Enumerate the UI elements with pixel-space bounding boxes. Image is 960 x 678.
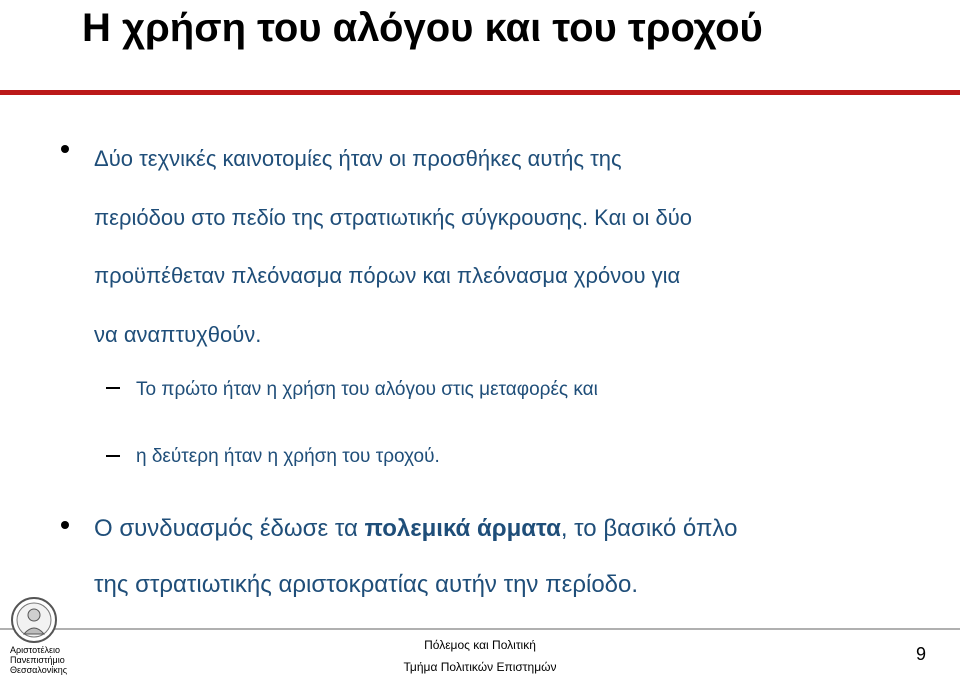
page-number: 9 [916,644,927,664]
university-seal-icon [10,596,58,644]
university-name-line-3: Θεσσαλονίκης [10,665,68,675]
sub-bullet-1-text: Το πρώτο ήταν η χρήση του αλόγου στις μεταφορές και [136,379,598,400]
bullet-1-text: Δύο τεχνικές καινοτομίες ήταν οι προσθήκες αυτής της περιόδου στο πεδίο της στρατιωτικής σύγκρουσης. Και οι δύο προϋπέθεταν πλεόνασμα πόρων και πλεόνασμα χρόνου για να αναπτυχθούν. [94,146,693,347]
university-name-line-1: Αριστοτέλειο [10,645,61,655]
sub-bullet-marker-1 [106,387,120,389]
department-name: Τμήμα Πολιτικών Επιστημών [403,660,557,674]
bullet-2-text [94,501,737,613]
sub-bullet-2-text: η δεύτερη ήταν η χρήση του τροχού. [136,446,440,467]
university-name [10,645,67,675]
university-name-line-2: Πανεπιστήμιο [10,655,65,665]
sub-bullet-marker-2 [106,455,120,457]
bullet-marker-2 [61,521,69,529]
footer-divider [0,628,960,630]
slide-title: Η χρήση του αλόγου και του τροχού [82,6,763,50]
bullet-2-text-part1: Ο συνδυασμός έδωσε τα [94,515,365,542]
bullet-2-bold-term: πολεμικά άρματα [364,515,561,542]
bullet-2-text-part2: , το βασικό όπλο της στρατιωτικής αριστοκρατίας αυτήν την περίοδο. [94,515,738,598]
bullet-marker-1 [61,145,69,153]
course-name: Πόλεμος και Πολιτική [424,638,536,652]
footer-center [330,634,630,678]
title-underline [0,90,960,95]
